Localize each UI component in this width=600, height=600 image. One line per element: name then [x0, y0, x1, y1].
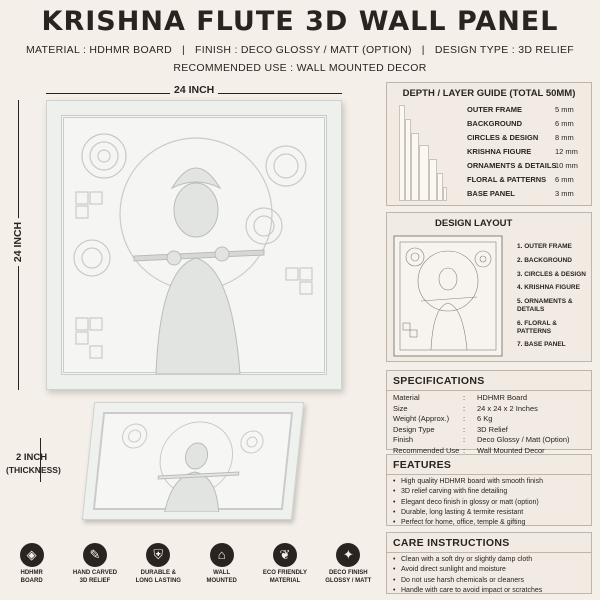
spec-colon: : — [463, 445, 466, 455]
feature-label: BOARD — [20, 577, 43, 584]
layer-depth: 6 mm — [555, 175, 574, 184]
layer-name: OUTER FRAME — [467, 105, 522, 114]
features-heading: FEATURES — [387, 455, 591, 475]
panel-inner-frame — [61, 115, 327, 375]
spec-value: 6 Kg — [477, 414, 493, 423]
specifications-table — [387, 391, 591, 458]
care-item: • Handle with care to avoid impact or scratches — [393, 586, 585, 596]
care-instructions-heading: CARE INSTRUCTIONS — [387, 533, 591, 553]
height-label: 24 INCH — [12, 218, 24, 266]
spec-row — [393, 404, 585, 415]
feature-label: MOUNTED — [206, 577, 237, 584]
layer-depth: 12 mm — [555, 147, 578, 156]
layer-name: KRISHNA FIGURE — [467, 147, 532, 156]
layer-guide-heading: DEPTH / LAYER GUIDE (TOTAL 50MM) — [402, 88, 576, 99]
spec-value: Wall Mounted Decor — [477, 445, 545, 455]
feature-deco-finish — [318, 543, 378, 600]
chisel-icon: ✎ — [83, 543, 107, 567]
feature-hdhmr-board — [2, 543, 62, 600]
product-attributes-line — [0, 44, 600, 56]
spec-key: Finish — [393, 435, 414, 444]
feature-label: GLOSSY / MATT — [325, 577, 372, 584]
spec-colon: : — [463, 393, 466, 402]
layer-name: BACKGROUND — [467, 119, 522, 128]
design-layout-box — [386, 212, 592, 362]
feature-wall-mounted — [192, 543, 252, 600]
spec-colon: : — [463, 435, 466, 444]
spec-row — [393, 393, 585, 404]
care-list — [387, 553, 591, 598]
layer-name: ORNAMENTS & DETAILS — [467, 161, 557, 170]
feature-item: • High quality HDHMR board with smooth finish — [393, 477, 585, 487]
layer-name: FLORAL & PATTERNS — [467, 175, 547, 184]
spec-colon: : — [463, 414, 466, 423]
width-label: 24 INCH — [170, 84, 218, 96]
main-panel-image — [46, 100, 342, 390]
design-type-attribute: DESIGN TYPE : 3D RELIEF — [434, 44, 574, 56]
angled-panel-image — [82, 402, 304, 520]
spec-key: Size — [393, 403, 408, 413]
feature-label: DECO FINISH — [328, 570, 368, 576]
feature-durable — [128, 543, 188, 600]
spec-key: Material — [393, 393, 420, 402]
feature-icons-row — [0, 543, 380, 600]
layer-step — [411, 133, 419, 201]
shield-icon: ⛨ — [146, 543, 170, 567]
layer-name: CIRCLES & DESIGN — [467, 133, 539, 142]
care-item: • Do not use harsh chemicals or cleaners — [393, 576, 585, 586]
spec-value: HDHMR Board — [477, 393, 528, 402]
spec-key: Design Type — [393, 424, 435, 434]
feature-item: • Perfect for home, office, temple & gifting — [393, 518, 585, 528]
care-item: • Avoid direct sunlight and moisture — [393, 565, 585, 575]
spec-row — [393, 414, 585, 425]
layer-name: BASE PANEL — [467, 189, 515, 198]
design-layout-heading: DESIGN LAYOUT — [435, 218, 513, 229]
care-instructions-box — [386, 532, 592, 594]
material-attribute: MATERIAL : HDHMR BOARD — [25, 44, 173, 56]
feature-item: • 3D relief carving with fine detailing — [393, 487, 585, 497]
leaf-icon: ❦ — [273, 543, 297, 567]
separator: | — [182, 44, 186, 56]
feature-item: • Durable, long lasting & termite resistant — [393, 508, 585, 518]
board-icon: ◈ — [20, 543, 44, 567]
legend-item: 1. OUTER FRAME — [517, 243, 572, 250]
feature-label: ECO FRIENDLY — [262, 570, 308, 576]
layer-depth: 3 mm — [555, 189, 574, 198]
feature-label: MATERIAL — [269, 577, 301, 584]
spec-key: Recommended Use — [393, 445, 460, 455]
layer-depth: 10 mm — [555, 161, 578, 170]
sparkle-icon: ✦ — [336, 543, 360, 567]
specifications-box — [386, 370, 592, 455]
angled-panel-inner-frame — [93, 412, 293, 510]
design-layout-sketch — [393, 235, 503, 357]
spec-key: Weight (Approx.) — [393, 414, 450, 423]
feature-label: WALL — [213, 570, 231, 576]
legend-item: 3. CIRCLES & DESIGN — [517, 270, 586, 278]
feature-item: • Elegant deco finish in glossy or matt (option) — [393, 498, 585, 508]
feature-label: 3D RELIEF — [79, 577, 111, 584]
layer-guide-box — [386, 82, 592, 206]
legend-item: 6. FLORAL & PATTERNS — [517, 319, 557, 335]
layer-step — [419, 145, 429, 201]
specifications-heading: SPECIFICATIONS — [387, 371, 591, 391]
feature-label: LONG LASTING — [135, 577, 181, 584]
spec-colon: : — [463, 424, 466, 434]
layer-depth: 8 mm — [555, 133, 574, 142]
spec-row — [393, 425, 585, 436]
separator: | — [421, 44, 425, 56]
spec-value: Deco Glossy / Matt (Option) — [477, 435, 570, 444]
care-item: • Clean with a soft dry or slightly damp cloth — [393, 555, 585, 565]
feature-label: HDHMR — [20, 570, 43, 576]
thickness-note: (THICKNESS) — [6, 465, 61, 475]
feature-eco-friendly — [255, 543, 315, 600]
house-icon: ⌂ — [210, 543, 234, 567]
features-box — [386, 454, 592, 526]
spec-colon: : — [463, 403, 466, 413]
page-title: KRISHNA FLUTE 3D WALL PANEL — [41, 6, 559, 37]
feature-label: DURABLE & — [140, 570, 176, 576]
spec-row — [393, 435, 585, 446]
features-list — [387, 475, 591, 530]
layer-step — [443, 187, 447, 201]
legend-item: 7. BASE PANEL — [517, 341, 566, 349]
legend-item: 4. KRISHNA FIGURE — [517, 284, 580, 292]
recommended-use-line: RECOMMENDED USE : WALL MOUNTED DECOR — [173, 62, 427, 74]
legend-item: 5. ORNAMENTS & DETAILS — [517, 298, 573, 313]
design-layout-legend — [517, 243, 591, 355]
layer-depth: 5 mm — [555, 105, 574, 114]
spec-value: 3D Relief — [477, 424, 508, 434]
layer-depth: 6 mm — [555, 119, 574, 128]
spec-value: 24 x 24 x 2 Inches — [477, 403, 538, 413]
finish-attribute: FINISH : DECO GLOSSY / MATT (OPTION) — [195, 44, 412, 56]
feature-label: HAND CARVED — [72, 570, 118, 576]
krishna-relief-illustration — [64, 118, 326, 374]
feature-hand-carved — [65, 543, 125, 600]
layer-step — [429, 159, 437, 201]
legend-item: 2. BACKGROUND — [517, 256, 572, 264]
krishna-relief-thumbnail — [95, 414, 295, 512]
thickness-label: 2 INCH — [16, 452, 48, 463]
